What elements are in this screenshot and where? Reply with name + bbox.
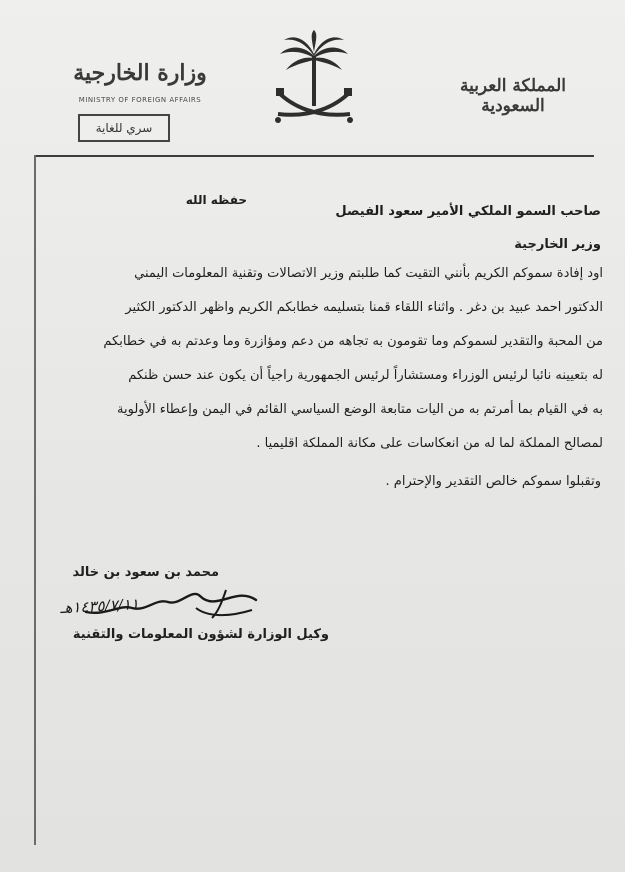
- body-line: اود إفادة سموكم الكريم بأنني التقيت كما طلبتم وزير الاتصالات وتقنية المعلومات اليمني: [134, 266, 603, 281]
- page-edge-line: [34, 155, 36, 845]
- addressee-title: وزير الخارجية: [514, 237, 601, 252]
- body-line: له بتعيينه نائبا لرئيس الوزراء ومستشاراً لرئيس الجمهورية راجياً أن يكون عند حسن ظنكم: [128, 368, 603, 383]
- closing-line: وتقبلوا سموكم خالص التقدير والإحترام .: [385, 474, 601, 489]
- ministry-name-english: MINISTRY OF FOREIGN AFFAIRS: [78, 96, 202, 104]
- signatory-name: محمد بن سعود بن خالد: [72, 565, 219, 580]
- saudi-emblem-icon: [272, 30, 356, 138]
- body-line: لمصالح المملكة لما له من انعكاسات على مكانة المملكة اقليميا .: [256, 436, 603, 451]
- body-line: الدكتور احمد عبيد بن دغر . واثناء اللقاء قمنا بتسليمه خطابكم الكريم واظهر الدكتور الكثير: [125, 300, 603, 315]
- classification-stamp: [78, 114, 170, 142]
- body-line: من المحبة والتقدير لسموكم وما تقومون به تجاهه من دعم ومؤازرة وما وعدتم به في خطابكم: [103, 334, 603, 349]
- signatory-position: وكيل الوزارة لشؤون المعلومات والتقنية: [72, 627, 329, 642]
- header-divider: [34, 155, 594, 157]
- addressee: صاحب السمو الملكي الأمير سعود الفيصل: [335, 204, 601, 219]
- ministry-name: وزارة الخارجية: [73, 60, 207, 86]
- classification-stamp-text: سري للغاية: [95, 121, 153, 135]
- kingdom-name: المملكة العربية السعودية: [459, 76, 567, 116]
- body-line: به في القيام بما أمرتم به من اليات متابعة الوضع السياسي القائم في اليمن وإعطاء الأولوية: [117, 402, 603, 417]
- signature-date: ١٤٣٥/٧/١١هـ: [59, 595, 140, 618]
- honorific: حفظه الله: [185, 193, 247, 207]
